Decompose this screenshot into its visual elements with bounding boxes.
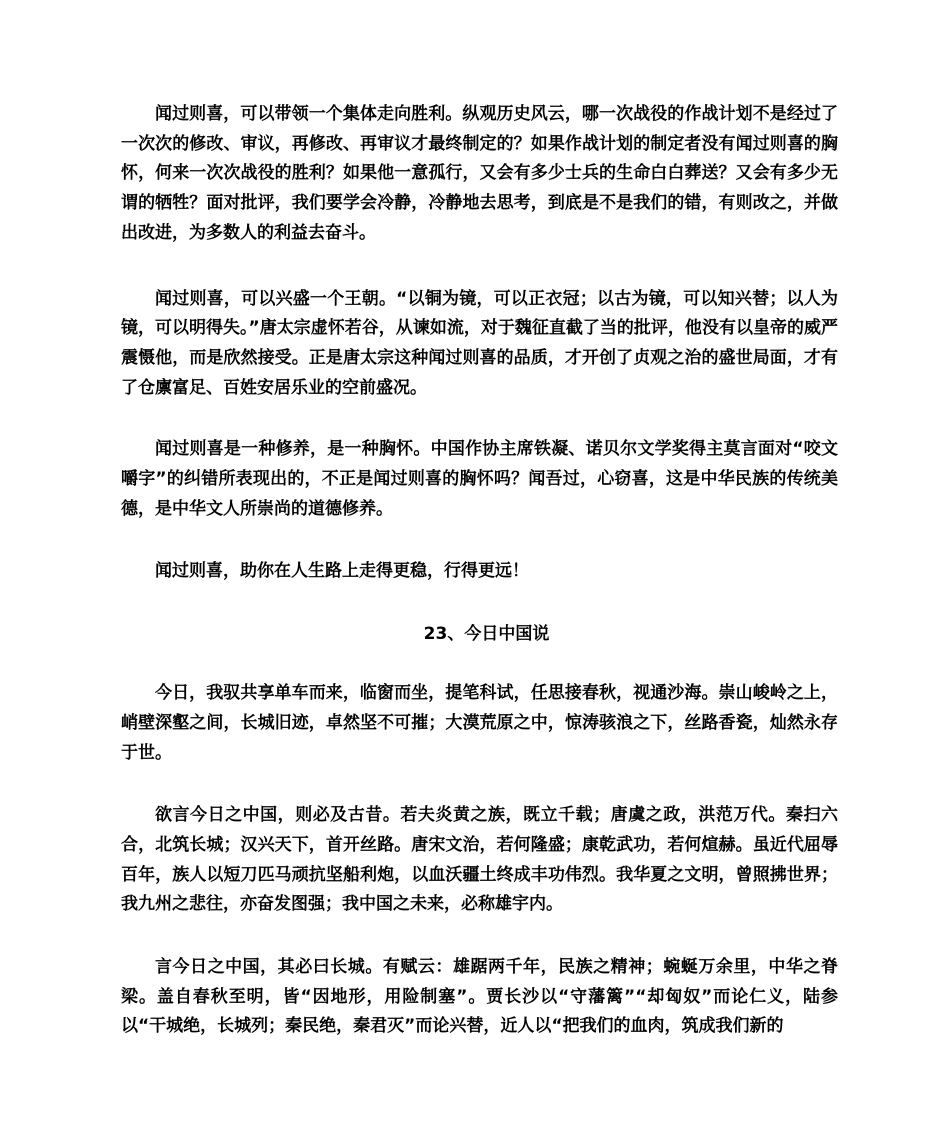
paragraph-victory: 闻过则喜，可以带领一个集体走向胜利。纵观历史风云，哪一次战役的作战计划不是经过了一次次的修改、审议，再修改、再审议才最终制定的？如果作战计划的制定者没有闻过则喜的胸怀，何来一次次战役的胜利？如果他一意孤行，又会有多少士兵的生命白白葬送？又会有多少无谓的牺牲？面对批评，我们要学会冷静，冷静地去思考，到底是不是我们的错，有则改之，并做出改进，为多数人的利益去奋斗。 [121,104,838,243]
paragraph-dynasty: 闻过则喜，可以兴盛一个王朝。“以铜为镜，可以正衣冠；以古为镜，可以知兴替；以人为镜，可以明得失。”唐太宗虚怀若谷，从谏如流，对于魏征直截了当的批评，他没有以皇帝的威严震慑他，而是欣然接受。正是唐太宗这种闻过则喜的品质，才开创了贞观之治的盛世局面，才有了仓廪富足、百姓安居乐业的空前盛况。 [121,288,838,398]
section-heading: 23、今日中国说 [423,624,550,645]
paragraph-history: 欲言今日之中国，则必及古昔。若夫炎黄之族，既立千载；唐虞之政，洪范万代。秦扫六合，北筑长城；汉兴天下，首开丝路。唐宋文治，若何隆盛；康乾武功，若何煊赫。虽近代屈辱百年，族人以短刀匹马顽抗坚船利炮，以血沃疆土终成丰功伟烈。我华夏之文明，曾照拂世界；我九州之悲往，亦奋发图强；我中国之未来，必称雄宇内。 [121,805,838,915]
paragraph-great-wall: 言今日之中国，其必曰长城。有赋云：雄踞两千年，民族之精神；蜿蜒万余里，中华之脊梁。盖自春秋至明，皆“因地形，用险制塞”。贾长沙以“守藩篱”“却匈奴”而论仁义，陆参以“干城绝，长城列；秦民绝，秦君灭”而论兴替，近人以“把我们的血肉，筑成我们新的 [121,957,838,1037]
paragraph-today: 今日，我驭共享单车而来，临窗而坐，提笔科试，任思接春秋，视通沙海。崇山峻岭之上，峭壁深壑之间，长城旧迹，卓然坚不可摧；大漠荒原之中，惊涛骇浪之下，丝路香瓷，灿然永存于世。 [121,683,838,763]
paragraph-conclusion: 闻过则喜，助你在人生路上走得更稳，行得更远！ [155,561,529,582]
paragraph-cultivation: 闻过则喜是一种修养，是一种胸怀。中国作协主席铁凝、诺贝尔文学奖得主莫言面对“咬文嚼字”的纠错所表现出的，不正是闻过则喜的胸怀吗？闻吾过，心窃喜，这是中华民族的传统美德，是中华文人所崇尚的道德修养。 [121,439,838,519]
